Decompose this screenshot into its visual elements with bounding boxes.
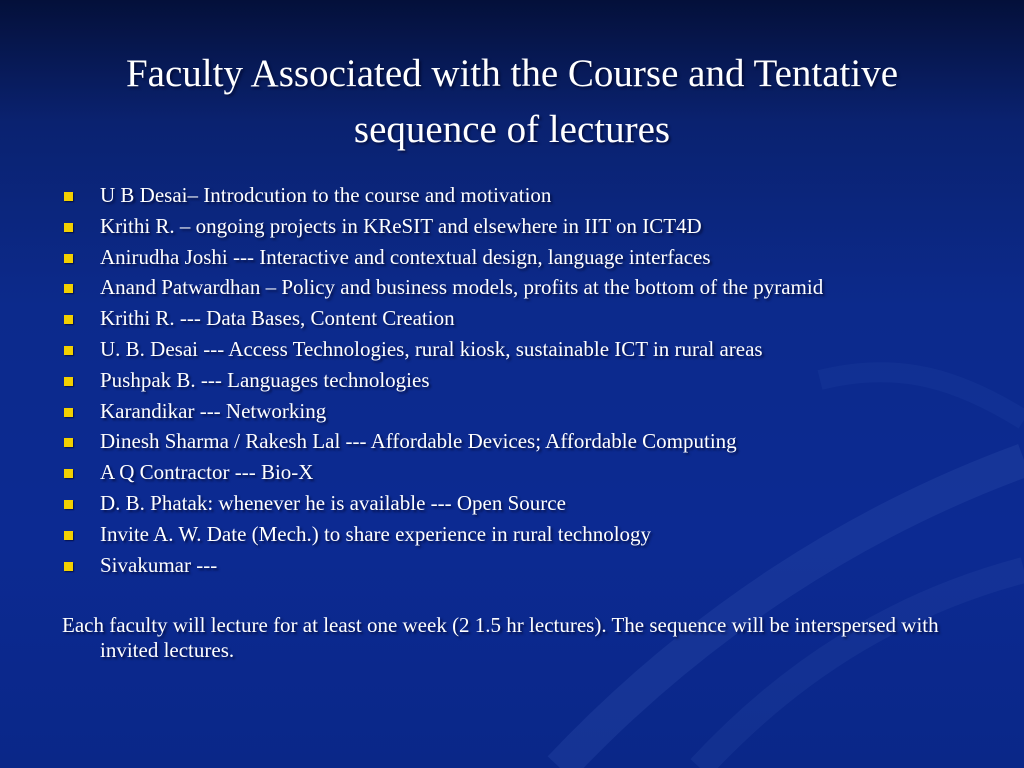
list-item-text: Sivakumar --- xyxy=(100,552,218,577)
list-item xyxy=(62,396,1002,427)
list-item-text: Anirudha Joshi --- Interactive and contextual design, language interfaces xyxy=(100,244,711,269)
square-bullet-icon xyxy=(64,223,73,232)
list-item-text: U. B. Desai --- Access Technologies, rural kiosk, sustainable ICT in rural areas xyxy=(100,336,763,361)
list-item-text: Pushpak B. --- Languages technologies xyxy=(100,367,430,392)
list-item-text: Dinesh Sharma / Rakesh Lal --- Affordable Devices; Affordable Computing xyxy=(100,429,737,454)
list-item xyxy=(62,334,1002,365)
list-item xyxy=(62,303,1002,334)
footer-note: Each faculty will lecture for at least one week (2 1.5 hr lectures). The sequence will be interspersed with invited lectures. xyxy=(62,613,939,662)
list-item xyxy=(62,242,1002,273)
list-item-text: U B Desai– Introdcution to the course and motivation xyxy=(100,183,552,207)
list-item xyxy=(62,211,1002,242)
list-item-text: Invite A. W. Date (Mech.) to share experience in rural technology xyxy=(100,521,652,546)
square-bullet-icon xyxy=(64,469,73,478)
square-bullet-icon xyxy=(64,500,73,509)
list-item xyxy=(62,519,1002,550)
list-item xyxy=(62,550,1002,581)
list-item xyxy=(62,272,1002,303)
list-item xyxy=(62,488,1002,519)
list-item-text: Karandikar --- Networking xyxy=(100,398,327,423)
list-item-text: D. B. Phatak: whenever he is available --- Open Source xyxy=(100,490,566,515)
title-line-2: sequence of lectures xyxy=(353,108,671,151)
list-item xyxy=(62,457,1002,488)
square-bullet-icon xyxy=(64,377,73,386)
list-item-text: Krithi R. --- Data Bases, Content Creation xyxy=(100,306,455,331)
slide-title xyxy=(40,46,984,158)
list-item xyxy=(62,365,1002,396)
square-bullet-icon xyxy=(64,438,73,447)
list-item-text: Anand Patwardhan – Policy and business models, profits at the bottom of the pyramid xyxy=(100,275,824,300)
list-item-text: A Q Contractor --- Bio-X xyxy=(100,460,314,485)
square-bullet-icon xyxy=(64,315,73,324)
square-bullet-icon xyxy=(64,408,73,417)
square-bullet-icon xyxy=(64,562,73,571)
square-bullet-icon xyxy=(64,192,73,201)
list-item-text: Krithi R. – ongoing projects in KReSIT and elsewhere in IIT on ICT4D xyxy=(100,213,702,238)
faculty-list xyxy=(62,180,1002,580)
square-bullet-icon xyxy=(64,346,73,355)
list-item xyxy=(62,426,1002,457)
square-bullet-icon xyxy=(64,531,73,540)
title-line-1: Faculty Associated with the Course and Tentative xyxy=(125,52,899,95)
square-bullet-icon xyxy=(64,254,73,263)
square-bullet-icon xyxy=(64,284,73,293)
list-item xyxy=(62,180,1002,211)
